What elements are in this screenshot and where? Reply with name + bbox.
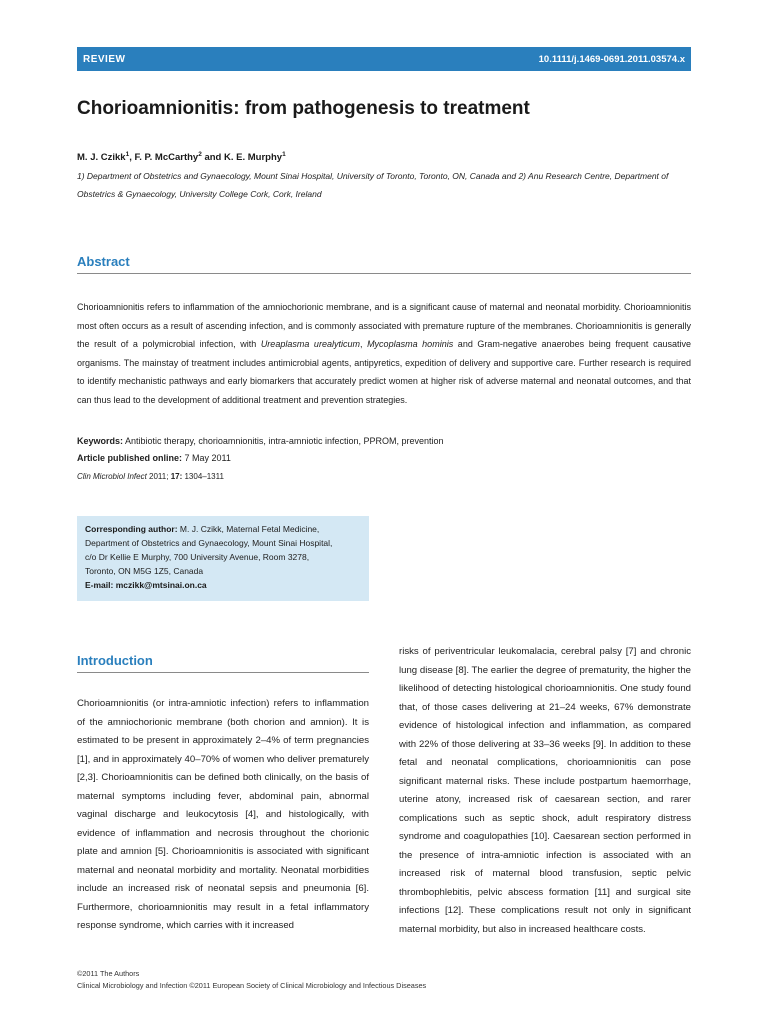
page-footer (77, 968, 691, 992)
corresponding-author-box: Corresponding author: M. J. Czikk, Maternal Fetal Medicine, Department of Obstetrics and Gynaecology, Mount Sinai Hospital, c/o Dr Kellie E Murphy, 700 University Avenue, Room 3278, Toronto, ON M5G 1Z5, Canada E-mail: mczikk@mtsinai.on.ca (77, 516, 369, 601)
keywords (77, 436, 691, 446)
header-bar (77, 47, 691, 71)
copyright-journal: Clinical Microbiology and Infection ©2011 European Society of Clinical Microbiology and Infectious Diseases (77, 981, 427, 990)
abstract-heading: Abstract (77, 254, 130, 269)
author-name[interactable]: M. J. Czikk (77, 152, 126, 164)
introduction-heading: Introduction (77, 653, 153, 668)
author-affiliation-marker: 1 (282, 151, 286, 158)
published-date (77, 453, 691, 463)
article-type-tag: REVIEW (83, 53, 126, 65)
corresponding-address-line: Department of Obstetrics and Gynaecology, Mount Sinai Hospital, (85, 538, 333, 548)
introduction-divider (77, 672, 369, 673)
corresponding-address-line: Toronto, ON M5G 1Z5, Canada (85, 566, 204, 576)
affiliations: 1) Department of Obstetrics and Gynaecology, Mount Sinai Hospital, University of Toronto, Toronto, ON, Canada and 2) Anu Research Centre, Department of Obstetrics & Gynaecology, University College Cork, Cork, Ireland (77, 171, 669, 199)
corresponding-email[interactable]: E-mail: mczikk@mtsinai.on.ca (85, 580, 207, 590)
keywords-label: Keywords: (77, 436, 124, 446)
author-name[interactable]: F. P. McCarthy (134, 152, 199, 164)
author-list: M. J. Czikk$^1$, F. P. McCarthy$^2$ and K. E. Murphy$^1$ (77, 151, 286, 164)
introduction-left-column: Chorioamnionitis (or intra-amniotic infection) refers to inflammation of the amniochorionic membrane (both chorion and amnion). It is estimated to be present in approximately 2–4% of term pregnancies [1], and in approximately 40–70% of women who deliver prematurely [2,3]. Chorioamnionitis can be defined both clinically, on the basis of maternal symptoms including fever, abdominal pain, abnormal vaginal discharge and leukocytosis [4], and histologically, with evidence of inflammation and necrosis throughout the chorionic plate and amnion [5]. Chorioamnionitis is associated with significant maternal and neonatal morbidity and mortality. Neonatal morbidities include an increased risk of neonatal sepsis and pneumonia [6]. Furthermore, chorioamnionitis may result in a fetal inflammatory response syndrome, which carries with it increased (77, 698, 369, 931)
abstract-body: Chorioamnionitis refers to inflammation of the amniochorionic membrane, and is a significant cause of maternal and neonatal morbidity. Chorioamnionitis most often occurs as a result of ascending infection, and is commonly associated with premature rupture of the membranes. Chorioamnionitis is generally the result of a polymicrobial infection, with Ureaplasma urealyticum, Mycoplasma hominis and Gram-negative anaerobes being frequent causative organisms. The mainstay of treatment includes antimicrobial agents, antipyretics, expedition of delivery and supportive care. Further research is required to identify mechanistic pathways and early biomarkers that accurately predict women at higher risk of adverse maternal and neonatal outcomes, and that can thus lead to the development of additional treatment and prevention strategies. (77, 302, 691, 405)
published-text: 7 May 2011 (182, 453, 231, 463)
author-affiliation-marker: 1 (125, 151, 130, 158)
author-name[interactable]: K. E. Murphy (224, 152, 283, 164)
article-title: Chorioamnionitis: from pathogenesis to treatment (77, 98, 530, 119)
journal-citation: Clin Microbiol Infect 2011; 17: 1304–1311 (77, 472, 224, 481)
corresponding-author-label: Corresponding author: (85, 524, 178, 534)
corresponding-address-line: c/o Dr Kellie E Murphy, 700 University Avenue, Room 3278, (85, 552, 310, 562)
keywords-text: Antibiotic therapy, chorioamnionitis, intra-amniotic infection, PPROM, prevention (123, 436, 444, 446)
organism-name: Mycoplasma hominis (367, 339, 454, 349)
abstract-divider (77, 273, 691, 274)
copyright-authors: ©2011 The Authors (77, 969, 140, 978)
introduction-right-column: risks of periventricular leukomalacia, cerebral palsy [7] and chronic lung disease [8]. The earlier the degree of prematurity, the higher the likelihood of detecting histological chorioamnionitis. One study found that, of those cases delivering at 21–24 weeks, 67% demonstrate evidence of histological infection and inflammation, as compared with 22% of those delivering at 33–36 weeks [9]. In addition to these fetal and neonatal complications, chorioamnionitis can pose significant maternal risks. These include postpartum haemorrhage, uterine atony, increased risk of caesarean section, and rarer complications such as septic shock, adult respiratory distress syndrome and coagulopathies [10]. Caesarean section performed in the presence of intra-amniotic infection is associated with an increased risk of maternal blood transfusion, septic pelvic thrombophlebitis, pelvic abscess formation [11] and surgical site infections [12]. These complications result not only in significant maternal morbidity, but also in increased healthcare costs. (399, 646, 691, 935)
organism-name: Ureaplasma urealyticum (260, 339, 360, 349)
published-label: Article published online: (77, 453, 183, 463)
doi-link[interactable]: 10.1111/j.1469-0691.2011.03574.x (538, 53, 685, 65)
author-affiliation-marker: 2 (198, 151, 202, 158)
